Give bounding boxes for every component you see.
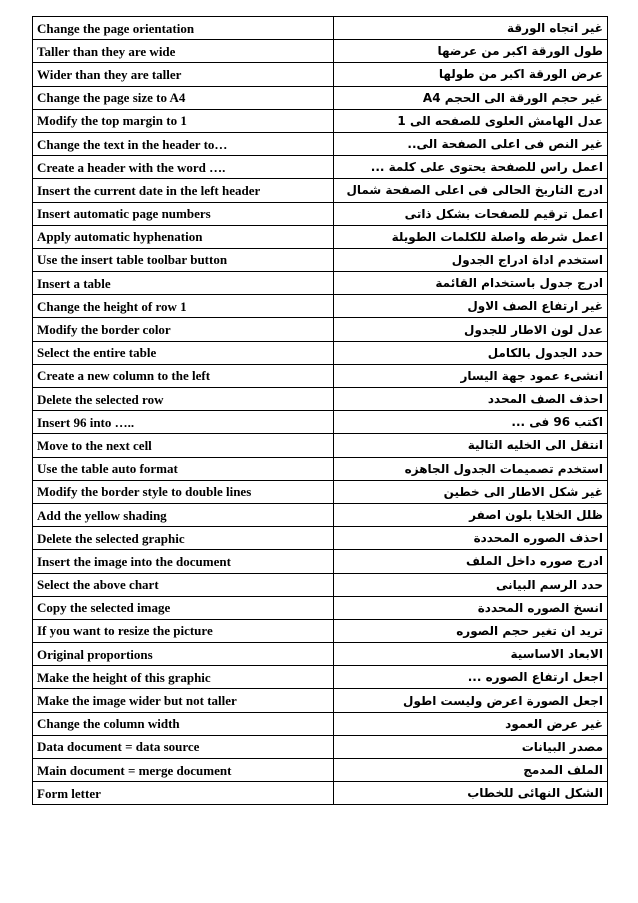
english-term: Add the yellow shading [33,503,334,526]
table-row [33,527,608,550]
english-term: Change the page orientation [33,17,334,40]
english-term: Original proportions [33,643,334,666]
arabic-term: ادرج صوره داخل الملف [334,550,608,573]
table-row [33,573,608,596]
table-row [33,132,608,155]
arabic-term: غير النص فى اعلى الصفحة الى.. [334,132,608,155]
arabic-term: عدل الهامش العلوى للصفحه الى 1 [334,109,608,132]
arabic-term: عرض الورقة اكبر من طولها [334,63,608,86]
english-term: Insert automatic page numbers [33,202,334,225]
arabic-term: غير شكل الاطار الى خطين [334,480,608,503]
arabic-term: اجعل ارتفاع الصوره ... [334,666,608,689]
table-row [33,666,608,689]
english-term: Delete the selected graphic [33,527,334,550]
english-term: Modify the border style to double lines [33,480,334,503]
english-term: Change the page size to A4 [33,86,334,109]
arabic-term: حدد الرسم البيانى [334,573,608,596]
arabic-term: طول الورقة اكبر من عرضها [334,40,608,63]
english-term: Make the image wider but not taller [33,689,334,712]
table-row [33,643,608,666]
english-term: Modify the top margin to 1 [33,109,334,132]
english-term: Move to the next cell [33,434,334,457]
english-term: Insert 96 into ….. [33,411,334,434]
english-term: Create a new column to the left [33,364,334,387]
table-row [33,63,608,86]
english-term: Create a header with the word …. [33,156,334,179]
arabic-term: ادرج جدول باستخدام القائمة [334,272,608,295]
table-row [33,295,608,318]
table-row [33,434,608,457]
english-term: Taller than they are wide [33,40,334,63]
arabic-term: استخدم اداة ادراج الجدول [334,248,608,271]
arabic-term: اعمل شرطه واصلة للكلمات الطويلة [334,225,608,248]
english-term: Form letter [33,782,334,805]
english-term: Change the text in the header to… [33,132,334,155]
arabic-term: الشكل النهائى للخطاب [334,782,608,805]
table-row [33,17,608,40]
english-term: Modify the border color [33,318,334,341]
english-term: Insert a table [33,272,334,295]
table-row [33,179,608,202]
english-term: Apply automatic hyphenation [33,225,334,248]
table-row [33,318,608,341]
arabic-term: انشىء عمود جهة اليسار [334,364,608,387]
table-row [33,596,608,619]
english-term: Delete the selected row [33,388,334,411]
arabic-term: استخدم تصميمات الجدول الجاهزه [334,457,608,480]
arabic-term: عدل لون الاطار للجدول [334,318,608,341]
table-row [33,689,608,712]
glossary-table [32,16,608,805]
table-row [33,272,608,295]
english-term: Use the table auto format [33,457,334,480]
table-row [33,388,608,411]
arabic-term: ادرج التاريخ الحالى فى اعلى الصفحة شمال [334,179,608,202]
table-row [33,40,608,63]
arabic-term: اعمل ترقيم للصفحات بشكل ذاتى [334,202,608,225]
table-row [33,503,608,526]
table-row [33,364,608,387]
english-term: Change the column width [33,712,334,735]
english-term: Wider than they are taller [33,63,334,86]
table-row [33,619,608,642]
arabic-term: الابعاد الاساسية [334,643,608,666]
table-row [33,411,608,434]
english-term: Data document = data source [33,735,334,758]
table-row [33,86,608,109]
arabic-term: انتقل الى الخليه التالية [334,434,608,457]
table-row [33,457,608,480]
table-row [33,225,608,248]
arabic-term: اجعل الصورة اعرض وليست اطول [334,689,608,712]
arabic-term: احذف الصوره المحددة [334,527,608,550]
arabic-term: اعمل راس للصفحة يحتوى على كلمة ... [334,156,608,179]
arabic-term: غير اتجاه الورقة [334,17,608,40]
arabic-term: انسخ الصوره المحددة [334,596,608,619]
english-term: If you want to resize the picture [33,619,334,642]
arabic-term: غير عرض العمود [334,712,608,735]
english-term: Select the entire table [33,341,334,364]
arabic-term: غير ارتفاع الصف الاول [334,295,608,318]
table-row [33,248,608,271]
english-term: Select the above chart [33,573,334,596]
arabic-term: الملف المدمج [334,759,608,782]
english-term: Use the insert table toolbar button [33,248,334,271]
table-row [33,480,608,503]
table-row [33,156,608,179]
arabic-term: تريد ان تغير حجم الصوره [334,619,608,642]
arabic-term: اكتب 96 فى ... [334,411,608,434]
english-term: Main document = merge document [33,759,334,782]
english-term: Make the height of this graphic [33,666,334,689]
table-row [33,341,608,364]
table-row [33,550,608,573]
arabic-term: احذف الصف المحدد [334,388,608,411]
english-term: Change the height of row 1 [33,295,334,318]
arabic-term: غير حجم الورقة الى الحجم A4 [334,86,608,109]
table-row [33,782,608,805]
english-term: Insert the image into the document [33,550,334,573]
arabic-term: مصدر البيانات [334,735,608,758]
glossary-rows [33,17,608,805]
english-term: Copy the selected image [33,596,334,619]
arabic-term: ظلل الخلايا بلون اصفر [334,503,608,526]
table-row [33,759,608,782]
table-row [33,735,608,758]
table-row [33,109,608,132]
table-row [33,712,608,735]
english-term: Insert the current date in the left header [33,179,334,202]
table-row [33,202,608,225]
arabic-term: حدد الجدول بالكامل [334,341,608,364]
